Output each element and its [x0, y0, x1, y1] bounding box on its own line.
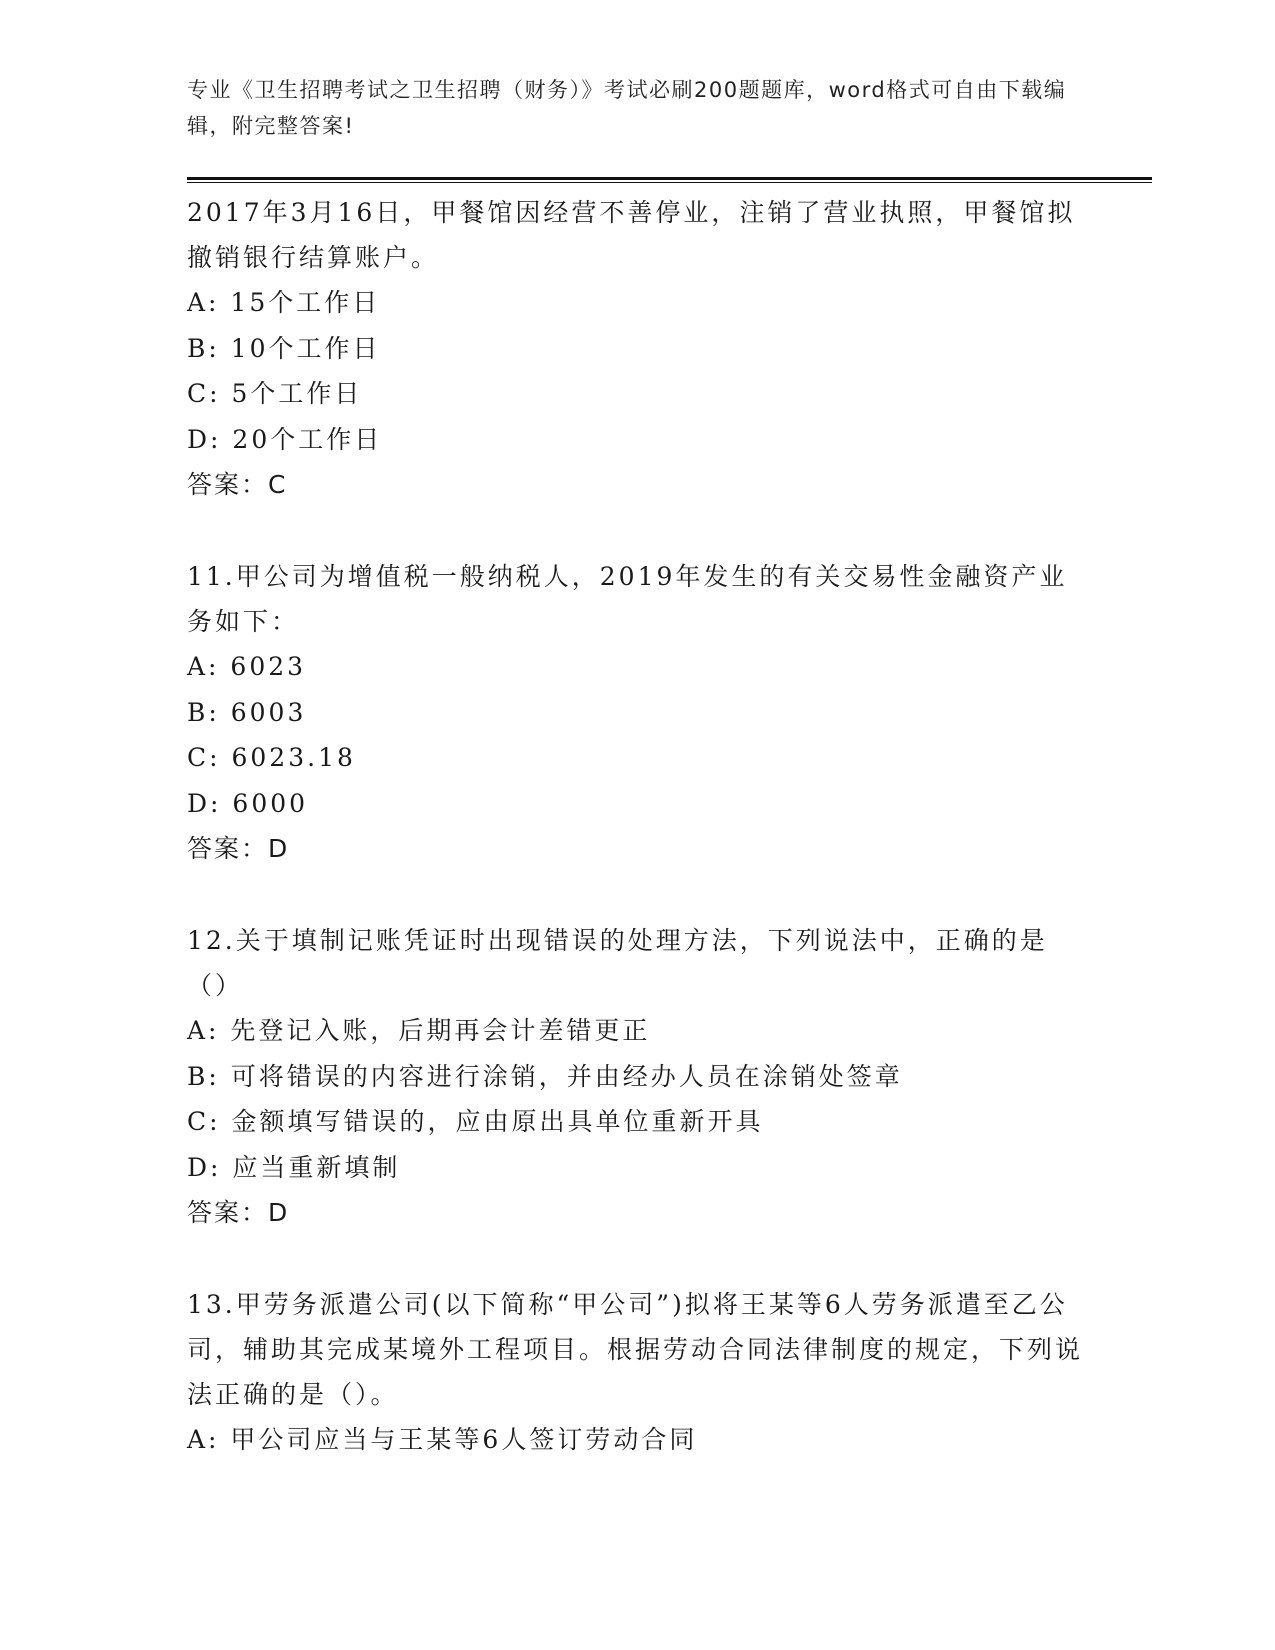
- option-a: A: 6023: [187, 652, 307, 681]
- option-c: C: 金额填写错误的，应由原出具单位重新开具: [187, 1107, 764, 1136]
- answer-line: 答案：D: [187, 1198, 290, 1227]
- option-c: C: 6023.18: [187, 743, 356, 772]
- option-d: D: 6000: [187, 788, 309, 818]
- header-divider-thin: [187, 182, 1152, 183]
- answer-line: 答案：D: [187, 834, 290, 863]
- option-c: C: 5个工作日: [187, 379, 363, 408]
- option-a: A: 甲公司应当与王某等6人签订劳动合同: [187, 1425, 698, 1454]
- question-block: [187, 190, 1087, 507]
- option-b: B: 10个工作日: [187, 333, 381, 363]
- document-header: 专业《卫生招聘考试之卫生招聘（财务）》考试必刷200题题库，word格式可自由下载编辑，附完整答案!: [187, 78, 1067, 138]
- spacer: [187, 507, 1087, 554]
- question-block: [187, 1282, 1087, 1463]
- option-d: D: 20个工作日: [187, 424, 383, 454]
- option-a: A: 15个工作日: [187, 288, 381, 317]
- option-d: D: 应当重新填制: [187, 1152, 401, 1182]
- header-divider: [187, 177, 1152, 180]
- option-b: B: 6003: [187, 697, 307, 727]
- question-text: 11.甲公司为增值税一般纳税人，2019年发生的有关交易性金融资产业务如下：: [187, 562, 1068, 636]
- question-text: 13.甲劳务派遣公司(以下简称“甲公司”)拟将王某等6人劳务派遣至乙公司，辅助其完成某境外工程项目。根据劳动合同法律制度的规定，下列说法正确的是（）。: [187, 1290, 1084, 1409]
- option-b: B: 可将错误的内容进行涂销，并由经办人员在涂销处签章: [187, 1061, 903, 1091]
- question-text: 12.关于填制记账凭证时出现错误的处理方法，下列说法中，正确的是（）: [187, 926, 1048, 1000]
- spacer: [187, 871, 1087, 918]
- question-list: [187, 190, 1087, 1463]
- question-block: [187, 554, 1087, 871]
- option-a: A: 先登记入账，后期再会计差错更正: [187, 1016, 651, 1045]
- question-text: 2017年3月16日，甲餐馆因经营不善停业，注销了营业执照，甲餐馆拟撤销银行结算账户。: [187, 198, 1076, 272]
- spacer: [187, 1235, 1087, 1282]
- question-block: [187, 918, 1087, 1235]
- answer-line: 答案：C: [187, 470, 288, 499]
